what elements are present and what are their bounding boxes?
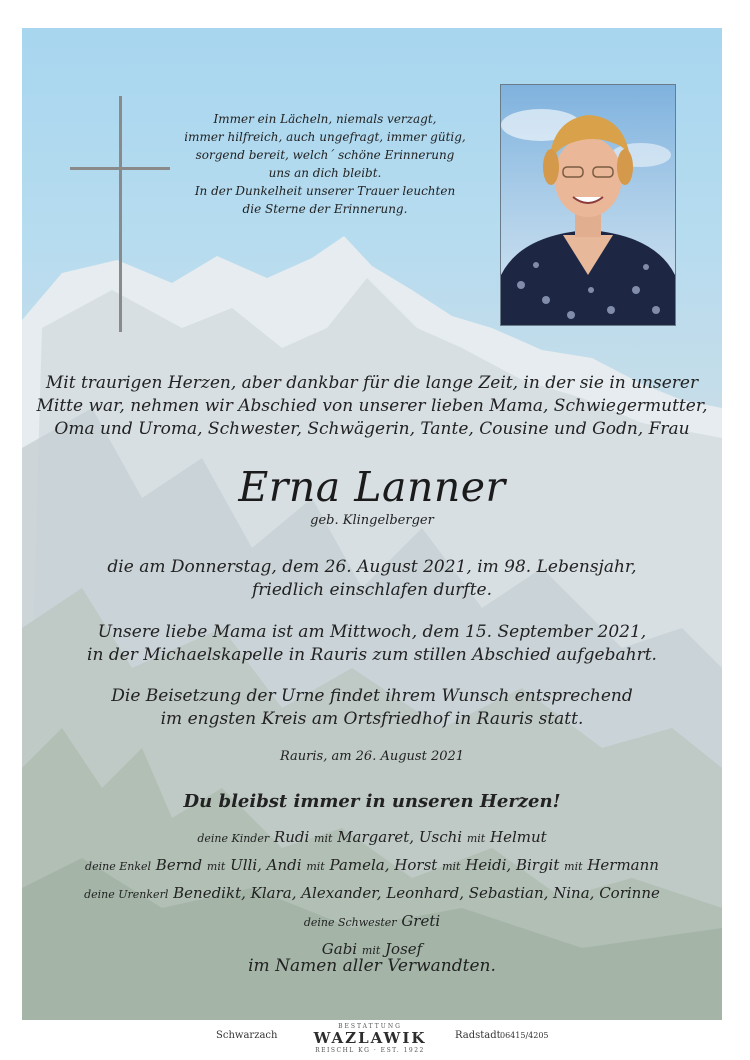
grandchildren-label: deine Enkel: [85, 860, 152, 873]
paragraph-line: in der Michaelskapelle in Rauris zum stillen Abschied aufgebahrt.: [87, 645, 657, 665]
cross-icon-horizontal: [70, 167, 170, 170]
footer-phone: 06415/4205: [500, 1031, 549, 1040]
mourner-connector: mit: [564, 860, 583, 873]
mourner-connector: mit: [206, 860, 226, 873]
maiden-name: geb. Klingelberger: [310, 513, 434, 528]
mourner-name: Margaret,: [337, 828, 415, 846]
mourner-name: Helmut: [490, 828, 547, 846]
intro-line: Mitte war, nehmen wir Abschied von unserer lieben Mama, Schwiegermutter,: [36, 396, 708, 416]
footer-location-left: Schwarzach: [216, 1030, 278, 1041]
mourner-connector: mit: [466, 832, 486, 845]
greatgrandchildren-label: deine Urenkerl: [84, 888, 169, 901]
children-label: deine Kinder: [197, 832, 270, 845]
mourner-name: Benedikt, Klara, Alexander, Leonhard, Sebastian, Nina, Corinne: [173, 884, 660, 902]
poem-line: sorgend bereit, welch´ schöne Erinnerung: [195, 148, 455, 162]
grandchildren-line: [22, 852, 722, 880]
logo-top-text: BESTATTUNG: [338, 1023, 402, 1030]
mourner-name: Horst: [394, 856, 438, 874]
death-paragraph: [22, 556, 722, 602]
paragraph-line: die am Donnerstag, dem 26. August 2021, im 98. Lebensjahr,: [107, 557, 637, 577]
mourner-name: Bernd: [155, 856, 203, 874]
footer-location-right: Radstadt: [455, 1030, 501, 1041]
poem-line: die Sterne der Erinnerung.: [242, 202, 408, 216]
intro-text: [22, 372, 722, 441]
paragraph-line: friedlich einschlafen durfte.: [251, 580, 492, 600]
cross-icon-vertical: [119, 96, 122, 332]
paragraph-line: Die Beisetzung der Urne findet ihrem Wunsch entsprechend: [111, 686, 633, 706]
obituary-card: [22, 28, 722, 1020]
sister-line: [22, 908, 722, 936]
sister-label: deine Schwester: [303, 916, 397, 929]
burial-paragraph: [22, 685, 722, 731]
paragraph-line: im engsten Kreis am Ortsfriedhof in Rauris statt.: [160, 709, 584, 729]
poem-line: uns an dich bleibt.: [268, 166, 382, 180]
motto: Du bleibst immer in unseren Herzen!: [183, 791, 561, 812]
mourner-name: Heidi,: [465, 856, 512, 874]
mourner-name: Rudi: [273, 828, 310, 846]
poem-line: In der Dunkelheit unserer Trauer leuchten: [194, 184, 456, 198]
mourner-name: Birgit: [515, 856, 560, 874]
greatgrandchildren-line: [22, 880, 722, 908]
mourner-connector: mit: [361, 944, 381, 957]
funeral-home-logo: [300, 1023, 440, 1054]
portrait-illustration: [501, 85, 675, 325]
deceased-name: Erna Lanner: [238, 463, 506, 511]
poem-line: Immer ein Lächeln, niemals verzagt,: [213, 112, 437, 126]
place-date: Rauris, am 26. August 2021: [279, 749, 465, 764]
mourners-list: [22, 824, 722, 964]
paragraph-line: Unsere liebe Mama ist am Mittwoch, dem 15. September 2021,: [97, 622, 647, 642]
mourner-name: Hermann: [587, 856, 659, 874]
poem-line: immer hilfreich, auch ungefragt, immer gütig,: [184, 130, 466, 144]
mourner-name: Josef: [385, 940, 423, 958]
mourner-connector: mit: [314, 832, 333, 845]
logo-bottom-text: REISCHL KG · EST. 1922: [315, 1047, 425, 1054]
mourner-name: Andi: [266, 856, 302, 874]
mourner-name: Ulli,: [230, 856, 262, 874]
funeral-home-footer: [0, 1022, 750, 1060]
memorial-poem: [184, 110, 466, 218]
mourner-name: Pamela,: [329, 856, 390, 874]
portrait-photo: [500, 84, 676, 326]
mourner-name: Greti: [401, 912, 441, 930]
closing-line: im Namen aller Verwandten.: [248, 956, 496, 976]
mourner-name: Uschi: [418, 828, 463, 846]
logo-name: WAZLAWIK: [313, 1029, 427, 1047]
viewing-paragraph: [22, 621, 722, 667]
mourner-name: Gabi: [321, 940, 358, 958]
mourner-connector: mit: [306, 860, 325, 873]
mourner-connector: mit: [442, 860, 461, 873]
intro-line: Mit traurigen Herzen, aber dankbar für die lange Zeit, in der sie in unserer: [45, 373, 699, 393]
intro-line: Oma und Uroma, Schwester, Schwägerin, Tante, Cousine und Godn, Frau: [54, 419, 690, 439]
children-line: [22, 824, 722, 852]
